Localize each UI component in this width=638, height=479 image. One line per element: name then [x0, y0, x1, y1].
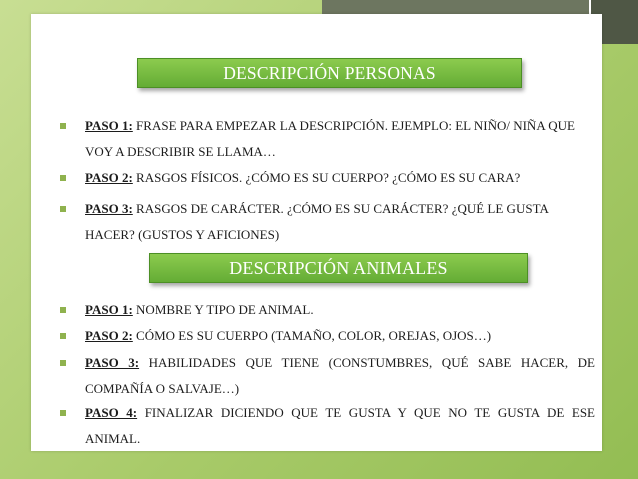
bullet-icon	[60, 175, 66, 181]
bullet-icon	[60, 307, 66, 313]
animales-item-2	[60, 323, 590, 349]
personas-item-1	[60, 113, 590, 165]
personas-item-3	[60, 196, 590, 248]
step-text: HABILIDADES QUE TIENE (CONSTUMBRES, QUÉ SABE HACER, DE COMPAÑÍA O SALVAJE…)	[85, 355, 595, 396]
step-text: RASGOS DE CARÁCTER. ¿CÓMO ES SU CARÁCTER? ¿QUÉ LE GUSTA HACER? (GUSTOS Y AFICIONES)	[85, 201, 549, 242]
step-label: PASO 3:	[85, 201, 133, 216]
animales-item-3	[60, 350, 595, 402]
step-text: RASGOS FÍSICOS. ¿CÓMO ES SU CUERPO? ¿CÓMO ES SU CARA?	[132, 170, 521, 185]
personas-item-2	[60, 165, 590, 191]
title-animales: DESCRIPCIÓN ANIMALES	[149, 253, 528, 283]
step-text: NOMBRE Y TIPO DE ANIMAL.	[132, 302, 314, 317]
bullet-icon	[60, 333, 66, 339]
bullet-icon	[60, 123, 66, 129]
step-label: PASO 2:	[85, 170, 133, 185]
step-label: PASO 1:	[85, 118, 133, 133]
step-text: CÓMO ES SU CUERPO (TAMAÑO, COLOR, OREJAS, OJOS…)	[132, 328, 492, 343]
animales-item-1	[60, 297, 590, 323]
bullet-icon	[60, 360, 66, 366]
step-text: FRASE PARA EMPEZAR LA DESCRIPCIÓN. EJEMPLO: EL NIÑO/ NIÑA QUE VOY A DESCRIBIR SE LLAMA…	[85, 118, 575, 159]
step-label: PASO 3:	[85, 355, 140, 370]
animales-item-4	[60, 400, 595, 452]
step-label: PASO 1:	[85, 302, 133, 317]
bullet-icon	[60, 206, 66, 212]
title-personas: DESCRIPCIÓN PERSONAS	[137, 58, 522, 88]
step-label: PASO 2:	[85, 328, 133, 343]
step-text: FINALIZAR DICIENDO QUE TE GUSTA Y QUE NO TE GUSTA DE ESE ANIMAL.	[85, 405, 595, 446]
bullet-icon	[60, 410, 66, 416]
step-label: PASO 4:	[85, 405, 138, 420]
